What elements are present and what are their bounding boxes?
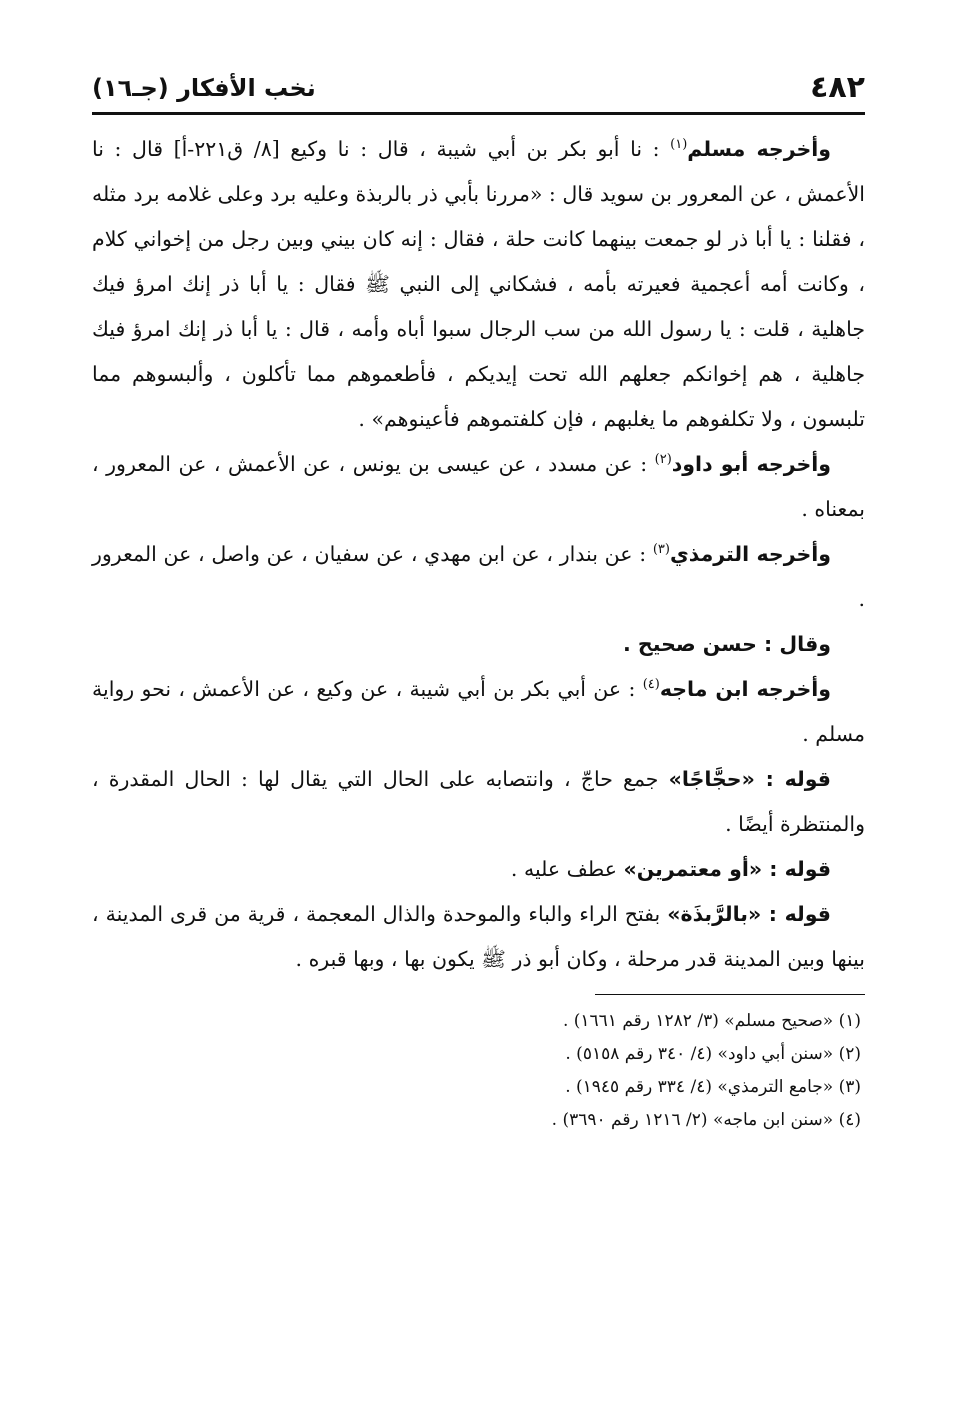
page-number: ٤٨٢ [810, 70, 865, 105]
paragraph-text: : عن أبي بكر بن أبي شيبة ، عن وكيع ، عن الأعمش ، نحو رواية مسلم . [92, 677, 865, 746]
paragraph-lead: وأخرجه مسلم [687, 137, 831, 161]
paragraph [92, 667, 865, 757]
paragraph-text: : نا أبو بكر بن أبي شيبة ، قال : نا وكيع [٨/ ق٢٢١-أ] قال : نا الأعمش ، عن المعرور بن سويد قال : «مررنا بأبي ذر بالربذة وعليه برد وعلى غلامه برد مثله ، فقلنا : يا أبا ذر لو جمعت بينهما كانت حلة ، فقال : إنه كان بيني وبين رجل من إخواني كلام ، وكانت أمه أعجمية فعيرته بأمه ، فشكاني إلى النبي ﷺ فقال : يا أبا ذر إنك امرؤ فيك جاهلية ، قلت : يا رسول الله من سب الرجال سبوا أباه وأمه ، قال : يا أبا ذر إنك امرؤ فيك جاهلية ، هم إخوانكم جعلهم الله تحت إيديكم ، فأطعموهم مما تأكلون ، وألبسوهم مما تلبسون ، ولا تكلفوهم ما يغلبهم ، فإن كلفتموهم فأعينوهم» . [92, 137, 865, 431]
footnote: (٣) «جامع الترمذي» (٤/ ٣٣٤ رقم ١٩٤٥) . [565, 1077, 861, 1097]
paragraph-text: جمع حاجّ ، وانتصابه على الحال التي يقال لها : الحال المقدرة ، والمنتظرة أيضًا . [92, 767, 865, 836]
footnote-ref: (٣) [652, 542, 670, 558]
paragraph-lead: وأخرجه أبو داود [671, 452, 831, 476]
paragraph [92, 847, 865, 892]
footnote: (٢) «سنن أبي داود» (٤/ ٣٤٠ رقم ٥١٥٨) . [565, 1044, 861, 1064]
paragraph-lead: وأخرجه ابن ماجه [659, 677, 832, 701]
footnote-ref: (٢) [654, 452, 672, 468]
footnotes [92, 1005, 865, 1137]
paragraph [92, 442, 865, 532]
book-title: نخب الأفكار (جـ١٦) [92, 74, 316, 102]
paragraph-lead: وأخرجه الترمذي [669, 542, 831, 566]
paragraph-lead: قوله : «أو معتمرين» [623, 857, 831, 881]
footnote-divider [595, 994, 865, 995]
document-page [92, 64, 865, 1354]
paragraph-lead: قوله : «بالرَّبذَة» [667, 902, 831, 926]
main-text [92, 127, 865, 982]
paragraph-text: عطف عليه . [510, 857, 624, 881]
paragraph [92, 757, 865, 847]
paragraph [92, 532, 865, 622]
paragraph [92, 892, 865, 982]
paragraph-text: : عن بندار ، عن ابن مهدي ، عن سفيان ، عن واصل ، عن المعرور . [92, 542, 865, 611]
footnote: (١) «صحيح مسلم» (٣/ ١٢٨٢ رقم ١٦٦١) . [562, 1011, 861, 1031]
paragraph [92, 622, 865, 667]
page-header [92, 64, 865, 115]
paragraph-lead: قوله : «حجَّاجًا» [668, 767, 831, 791]
paragraph-text: بفتح الراء والباء والموحدة والذال المعجمة ، قرية من قرى المدينة ، بينها وبين المدينة قدر مرحلة ، وكان أبو ذر ﷺ يكون بها ، وبها قبره . [92, 902, 865, 971]
footnote-ref: (١) [670, 137, 688, 153]
footnote-ref: (٤) [642, 677, 660, 693]
paragraph-lead: وقال : حسن صحيح . [623, 632, 831, 656]
paragraph-text: : عن مسدد ، عن عيسى بن يونس ، عن الأعمش ، عن المعرور ، بمعناه . [92, 452, 865, 521]
footnote: (٤) «سنن ابن ماجه» (٢/ ١٢١٦ رقم ٣٦٩٠) . [551, 1110, 861, 1130]
paragraph [92, 127, 865, 442]
